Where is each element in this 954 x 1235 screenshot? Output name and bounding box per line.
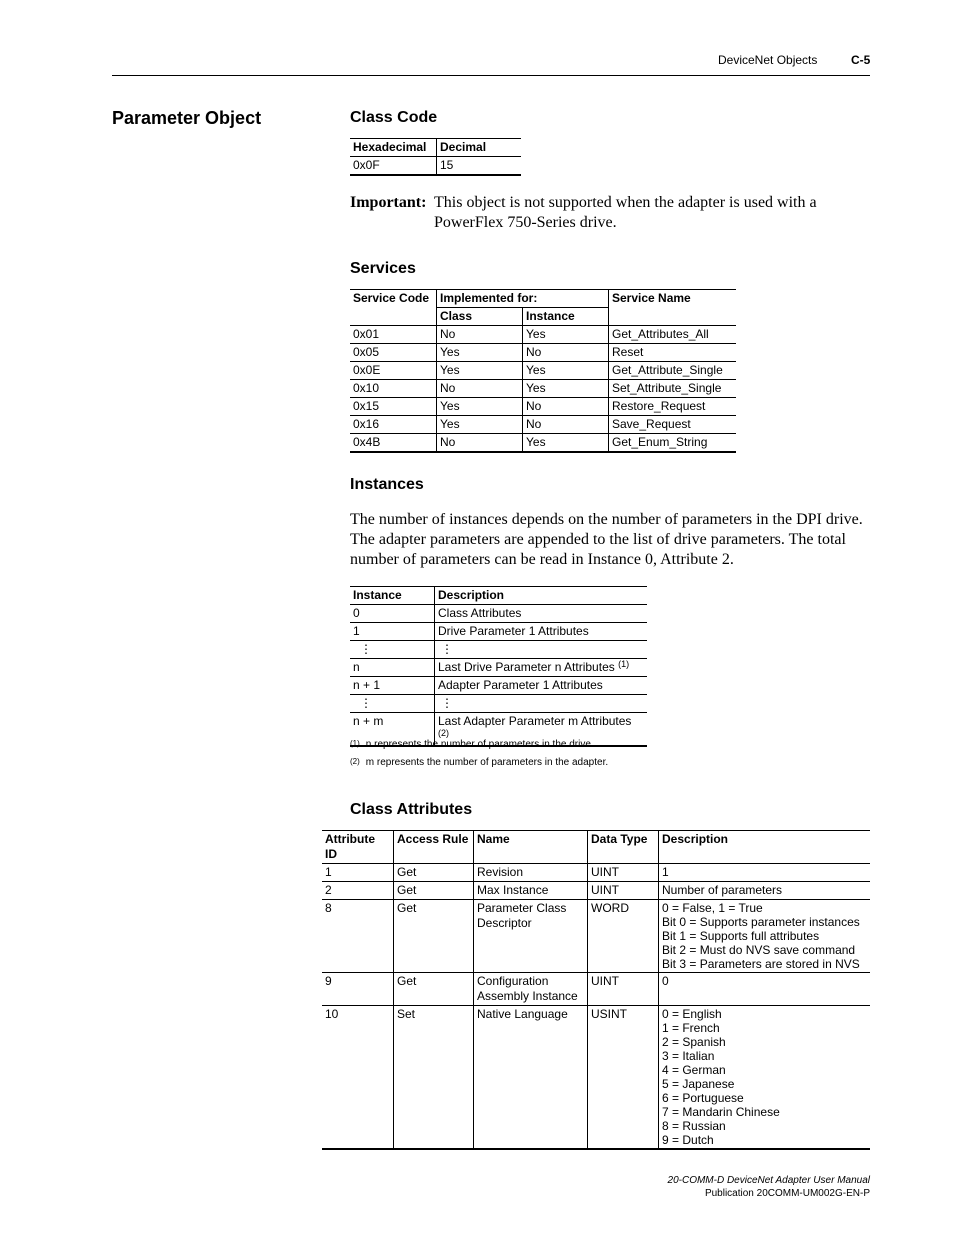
footnote-ref: (1) [618,659,630,669]
cell: Set [394,1006,474,1150]
cell [435,605,648,623]
cell: No [523,344,609,362]
col-header: Name [474,831,588,864]
table-row [350,623,647,641]
cell: n + 1 [350,677,435,695]
table-row [350,380,736,398]
description-line: Bit 0 = Supports parameter instances [662,915,860,929]
cell: USINT [588,1006,659,1150]
cell: Revision [474,864,588,882]
footnote-text: m represents the number of parameters in the adapter. [365,757,609,768]
cell: Yes [437,398,523,416]
cell-text: ⋮ [441,696,453,710]
cell: 10 [322,1006,394,1150]
page-number: C-5 [851,53,871,67]
col-header-service-name: Service Name [609,290,737,326]
col-header-instance: Instance [523,308,609,326]
table-header-row [322,831,870,864]
cell: 0x16 [350,416,437,434]
cell: n + m [350,713,435,747]
cell: Parameter Class Descriptor [474,900,588,973]
cell: Set_Attribute_Single [609,380,737,398]
description-line: 7 = Mandarin Chinese [662,1105,780,1119]
table-row [350,416,736,434]
footnote-mark: (2) [350,757,360,766]
cell: 9 [322,973,394,1006]
class-attributes-heading: Class Attributes [350,801,473,818]
cell: 0x01 [350,326,437,344]
cell [435,623,648,641]
cell: n [350,659,435,677]
important-text: This object is not supported when the adapter is used with a PowerFlex 750-Series drive. [434,194,817,231]
cell [435,641,648,659]
description-line: 0 = English [662,1007,722,1021]
description-line: 0 = False, 1 = True [662,901,763,915]
cell: No [523,398,609,416]
cell: Get_Attribute_Single [609,362,737,380]
cell: Yes [523,380,609,398]
cell: 0x4B [350,434,437,453]
description-line: Bit 1 = Supports full attributes [662,929,820,943]
table-row [350,362,736,380]
col-header: Data Type [588,831,659,864]
cell: WORD [588,900,659,973]
cell: 0x10 [350,380,437,398]
col-header: Instance [350,587,435,605]
description-line: 0 [662,974,669,988]
cell: Get [394,973,474,1006]
instances-paragraph: The number of instances depends on the number of parameters in the DPI drive. The adapter parameters are appended to the list of drive parameters. The total number of parameters can be read in Instance 0, Attribute 2. [350,511,863,568]
cell: Yes [437,344,523,362]
cell: No [437,380,523,398]
class-code-table [350,138,521,176]
cell [435,695,648,713]
description-line: 9 = Dutch [662,1133,714,1147]
footnote-text: n represents the number of parameters in the drive. [365,739,594,750]
table-header-row [350,139,521,157]
cell: UINT [588,864,659,882]
footnote-mark: (1) [350,739,360,748]
cell-description [659,900,871,973]
table-row [350,434,736,453]
description-line: Bit 3 = Parameters are stored in NVS [662,957,860,971]
header-rule [112,75,870,76]
table-row [350,398,736,416]
description-line: 5 = Japanese [662,1077,735,1091]
cell: Max Instance [474,882,588,900]
cell: Configuration Assembly Instance [474,973,588,1006]
cell: ⋮ [350,641,435,659]
cell: 0x05 [350,344,437,362]
important-label: Important: [350,194,427,211]
table-row [350,157,521,176]
table-row [350,641,647,659]
table-row [350,344,736,362]
cell: Yes [437,416,523,434]
cell: Yes [523,326,609,344]
services-heading: Services [350,260,416,277]
instances-heading: Instances [350,476,424,493]
cell: 0x0E [350,362,437,380]
cell: UINT [588,973,659,1006]
cell: Get [394,882,474,900]
col-header: Decimal [437,139,522,157]
class-code-heading: Class Code [350,109,438,126]
cell-text: ⋮ [441,642,453,656]
col-header: Description [659,831,871,864]
cell: Reset [609,344,737,362]
cell [435,677,648,695]
cell: 0x0F [350,157,437,176]
table-header-row [350,290,736,308]
cell: No [437,326,523,344]
cell-description [659,973,871,1006]
table-row [350,605,647,623]
cell: Get [394,864,474,882]
cell-text: Drive Parameter 1 Attributes [438,624,589,638]
cell: Yes [523,434,609,453]
cell: 1 [322,864,394,882]
cell: 0x15 [350,398,437,416]
cell: 8 [322,900,394,973]
footer-manual-title: 20-COMM-D DeviceNet Adapter User Manual [667,1175,870,1186]
table-row [350,677,647,695]
cell [435,659,648,677]
cell: UINT [588,882,659,900]
cell-text: Adapter Parameter 1 Attributes [438,678,603,692]
cell: 1 [350,623,435,641]
cell-text: Class Attributes [438,606,522,620]
cell: Get_Enum_String [609,434,737,453]
services-table [350,289,736,453]
instances-table [350,586,647,747]
description-line: 1 [662,865,669,879]
cell: No [437,434,523,453]
cell: 15 [437,157,522,176]
cell-description [659,1006,871,1150]
table-row [322,864,870,882]
table-row [350,695,647,713]
footer-publication: Publication 20COMM-UM002G-EN-P [704,1188,870,1199]
class-attributes-table [322,830,870,1150]
description-line: 6 = Portuguese [662,1091,744,1105]
footnote [350,739,594,750]
cell-description [659,882,871,900]
description-line: 4 = German [662,1063,726,1077]
cell: No [523,416,609,434]
description-line: 8 = Russian [662,1119,726,1133]
col-header: Attribute ID [322,831,394,864]
col-header-service-code: Service Code [350,290,437,326]
cell-text: Last Adapter Parameter m Attributes [438,714,632,728]
table-row [350,326,736,344]
table-row [322,900,870,973]
description-line: 3 = Italian [662,1049,715,1063]
table-row [350,659,647,677]
description-line: 1 = French [662,1021,720,1035]
description-line: Number of parameters [662,883,783,897]
cell: 0 [350,605,435,623]
col-header: Description [435,587,648,605]
cell: 2 [322,882,394,900]
table-header-row [350,587,647,605]
col-header: Hexadecimal [350,139,437,157]
section-title: Parameter Object [112,108,262,128]
cell: Yes [437,362,523,380]
table-row [322,882,870,900]
footnote [350,757,608,768]
col-header-implemented-for: Implemented for: [437,290,609,308]
cell: Get [394,900,474,973]
col-header: Access Rule [394,831,474,864]
cell: Restore_Request [609,398,737,416]
cell: Native Language [474,1006,588,1150]
cell: Save_Request [609,416,737,434]
cell-text: Last Drive Parameter n Attributes [438,660,615,674]
col-header-class: Class [437,308,523,326]
footnote-ref: (2) [438,728,449,738]
cell: Get_Attributes_All [609,326,737,344]
cell: ⋮ [350,695,435,713]
important-note [350,193,870,233]
cell-description [659,864,871,882]
table-row [322,973,870,1006]
description-line: 2 = Spanish [662,1035,726,1049]
table-row [322,1006,870,1150]
description-line: Bit 2 = Must do NVS save command [662,943,856,957]
running-header-section: DeviceNet Objects [718,53,818,67]
cell: Yes [523,362,609,380]
